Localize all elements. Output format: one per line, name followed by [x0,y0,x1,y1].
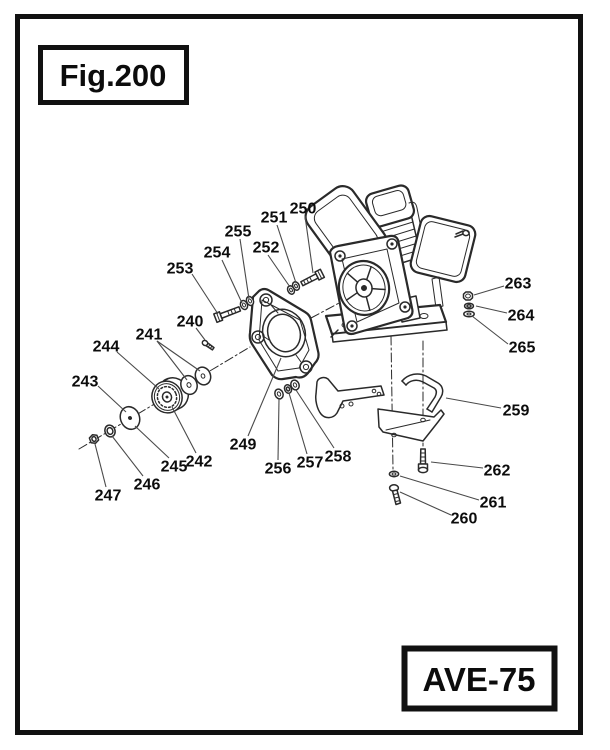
washer-256 [273,388,284,400]
leader-line-259 [446,398,501,408]
nut-263 [464,292,473,300]
part-label-259: 259 [502,402,530,420]
engine-bracket-left [316,378,384,418]
figure-number-box [41,48,187,103]
part-label-251: 251 [260,209,288,227]
leader-line-243 [98,386,126,412]
leader-line-242 [172,407,196,453]
part-label-254: 254 [203,244,231,262]
leader-line-261 [400,476,479,500]
washer-261 [389,471,398,476]
engine-assembly [300,181,477,342]
leader-line-264 [476,306,507,313]
figure-number: Fig.200 [59,58,167,93]
part-label-243: 243 [71,373,99,391]
screw-240 [201,339,214,350]
air-cleaner-arm [432,277,443,308]
part-label-252: 252 [252,239,280,257]
disc-243-245 [117,404,143,432]
nut-247 [89,433,100,444]
part-label-257: 257 [296,454,324,472]
leader-line-262 [431,462,483,468]
part-label-255: 255 [224,223,252,241]
part-label-263: 263 [504,275,532,293]
part-label-245: 245 [160,458,188,476]
part-label-247: 247 [94,487,122,505]
part-label-256: 256 [264,460,292,478]
leader-line-263 [474,286,504,295]
model-number-box [405,649,555,709]
part-label-249: 249 [229,436,257,454]
part-label-250: 250 [289,200,317,218]
spring-washer-264 [465,303,474,309]
leader-line-253 [192,274,218,314]
air-cleaner [409,214,477,284]
leader-line-252 [268,255,290,287]
part-label-265: 265 [508,339,536,357]
part-label-258: 258 [324,448,352,466]
mounting-plate [250,289,319,379]
guard-plate-259 [378,374,444,441]
part-label-240: 240 [176,313,204,331]
leader-line-256 [278,399,279,460]
leader-line-265 [472,316,508,344]
leader-line-244 [117,352,159,389]
leader-line-260 [400,492,451,515]
part-label-264: 264 [507,307,535,325]
part-label-241: 241 [135,326,163,344]
part-label-253: 253 [166,260,194,278]
part-label-262: 262 [483,462,511,480]
leader-line-245 [135,426,169,458]
leader-line-251 [277,225,296,283]
model-number: AVE-75 [422,661,536,698]
part-label-261: 261 [479,494,507,512]
leader-line-246 [112,436,143,476]
bolt-262 [419,449,428,473]
washer-246 [103,424,117,439]
part-label-246: 246 [133,476,161,494]
bolt-260 [390,485,401,505]
leader-line-254 [222,260,242,303]
flange-bolt-250 [300,269,325,287]
part-label-260: 260 [450,510,478,528]
leader-line-241 [157,341,187,380]
part-label-244: 244 [92,338,120,356]
leader-line-241 [157,341,200,371]
leader-line-255 [240,239,249,299]
part-label-242: 242 [185,453,213,471]
leader-line-247 [95,444,106,487]
